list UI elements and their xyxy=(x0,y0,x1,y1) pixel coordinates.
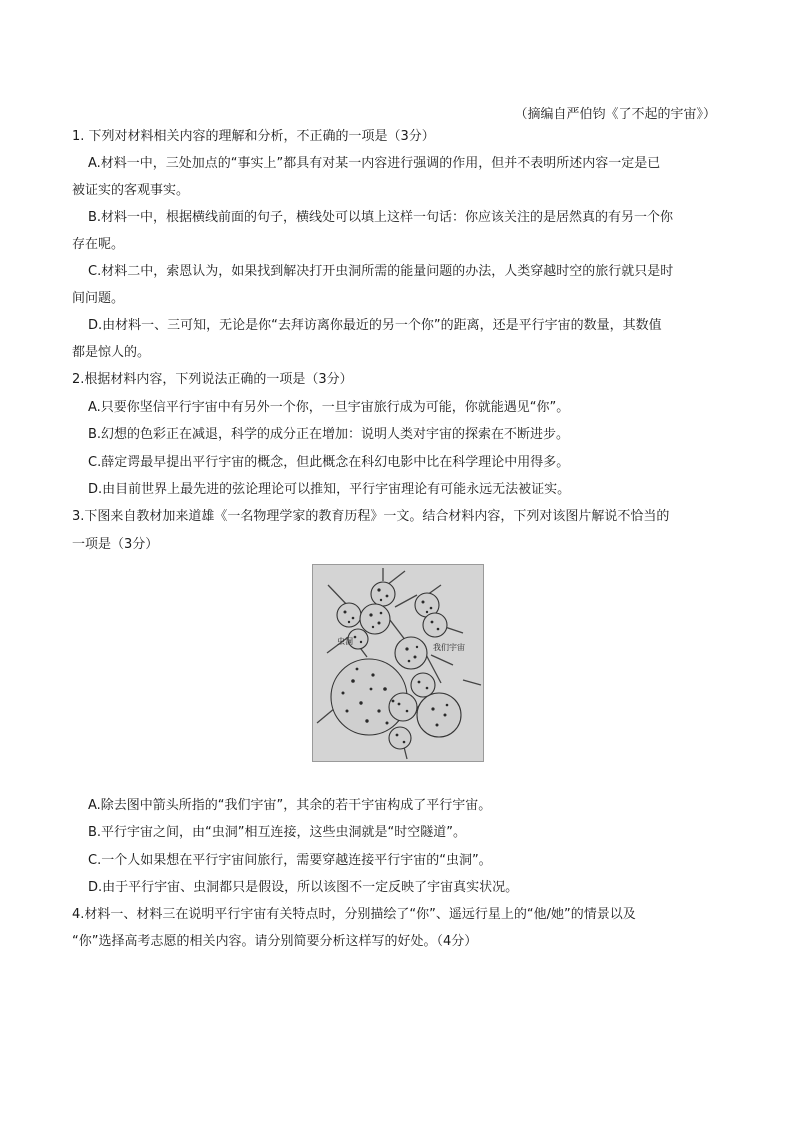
q2-option-c: C.薛定谔最早提出平行宇宙的概念，但此概念在科幻电影中比在科学理论中用得多。 xyxy=(88,455,570,470)
q3-option-c: C.一个人如果想在平行宇宙间旅行，需要穿越连接平行宇宙的“虫洞”。 xyxy=(88,853,492,868)
q4-stem-line1: 4.材料一、材料三在说明平行宇宙有关特点时，分别描绘了“你”、遥远行星上的“他/她”的情景以及 xyxy=(72,907,636,922)
q1-option-a-line2: 被证实的客观事实。 xyxy=(72,183,190,198)
q1-option-d-line1: D.由材料一、三可知，无论是你“去拜访离你最近的另一个你”的距离，还是平行宇宙的数量，其数值 xyxy=(88,318,662,333)
universe-bubbles-illustration xyxy=(313,565,483,761)
parallel-universe-figure xyxy=(312,564,484,762)
q2-option-b: B.幻想的色彩正在减退，科学的成分正在增加：说明人类对宇宙的探索在不断进步。 xyxy=(88,427,570,442)
q1-option-a-line1: A.材料一中，三处加点的“事实上”都具有对某一内容进行强调的作用，但并不表明所述内容一定是已 xyxy=(88,156,661,171)
q1-option-b-line2: 存在呢。 xyxy=(72,237,125,252)
q1-option-d-line2: 都是惊人的。 xyxy=(72,345,151,360)
q3-option-d: D.由于平行宇宙、虫洞都只是假设，所以该图不一定反映了宇宙真实状况。 xyxy=(88,880,519,895)
q2-stem: 2.根据材料内容，下列说法正确的一项是（3分） xyxy=(72,372,353,387)
q3-option-b: B.平行宇宙之间，由“虫洞”相互连接，这些虫洞就是“时空隧道”。 xyxy=(88,825,466,840)
q2-option-d: D.由目前世界上最先进的弦论理论可以推知，平行宇宙理论有可能永远无法被证实。 xyxy=(88,482,571,497)
label-wormhole: 虫洞 xyxy=(337,637,353,646)
q1-option-c-line2: 间问题。 xyxy=(72,291,125,306)
q3-option-a: A.除去图中箭头所指的“我们宇宙”，其余的若干宇宙构成了平行宇宙。 xyxy=(88,798,492,813)
q3-stem-line2: 一项是（3分） xyxy=(72,537,159,552)
q1-option-b-line1: B.材料一中，根据横线前面的句子，横线处可以填上这样一句话：你应该关注的是居然真的有另一个你 xyxy=(88,210,674,225)
source-citation: （摘编自严伯钧《了不起的宇宙》） xyxy=(514,107,716,122)
label-our-universe: 我们宇宙 xyxy=(433,643,465,652)
q1-option-c-line1: C.材料二中，索恩认为，如果找到解决打开虫洞所需的能量问题的办法，人类穿越时空的旅行就只是时 xyxy=(88,264,674,279)
q2-option-a: A.只要你坚信平行宇宙中有另外一个你，一旦宇宙旅行成为可能，你就能遇见“你”。 xyxy=(88,400,570,415)
q3-stem-line1: 3.下图来自教材加来道雄《一名物理学家的教育历程》一文。结合材料内容，下列对该图片解说不恰当的 xyxy=(72,509,670,524)
q4-stem-line2: “你”选择高考志愿的相关内容。请分别简要分析这样写的好处。（4分） xyxy=(72,934,478,949)
q1-stem: 1. 下列对材料相关内容的理解和分析，不正确的一项是（3分） xyxy=(72,129,435,144)
